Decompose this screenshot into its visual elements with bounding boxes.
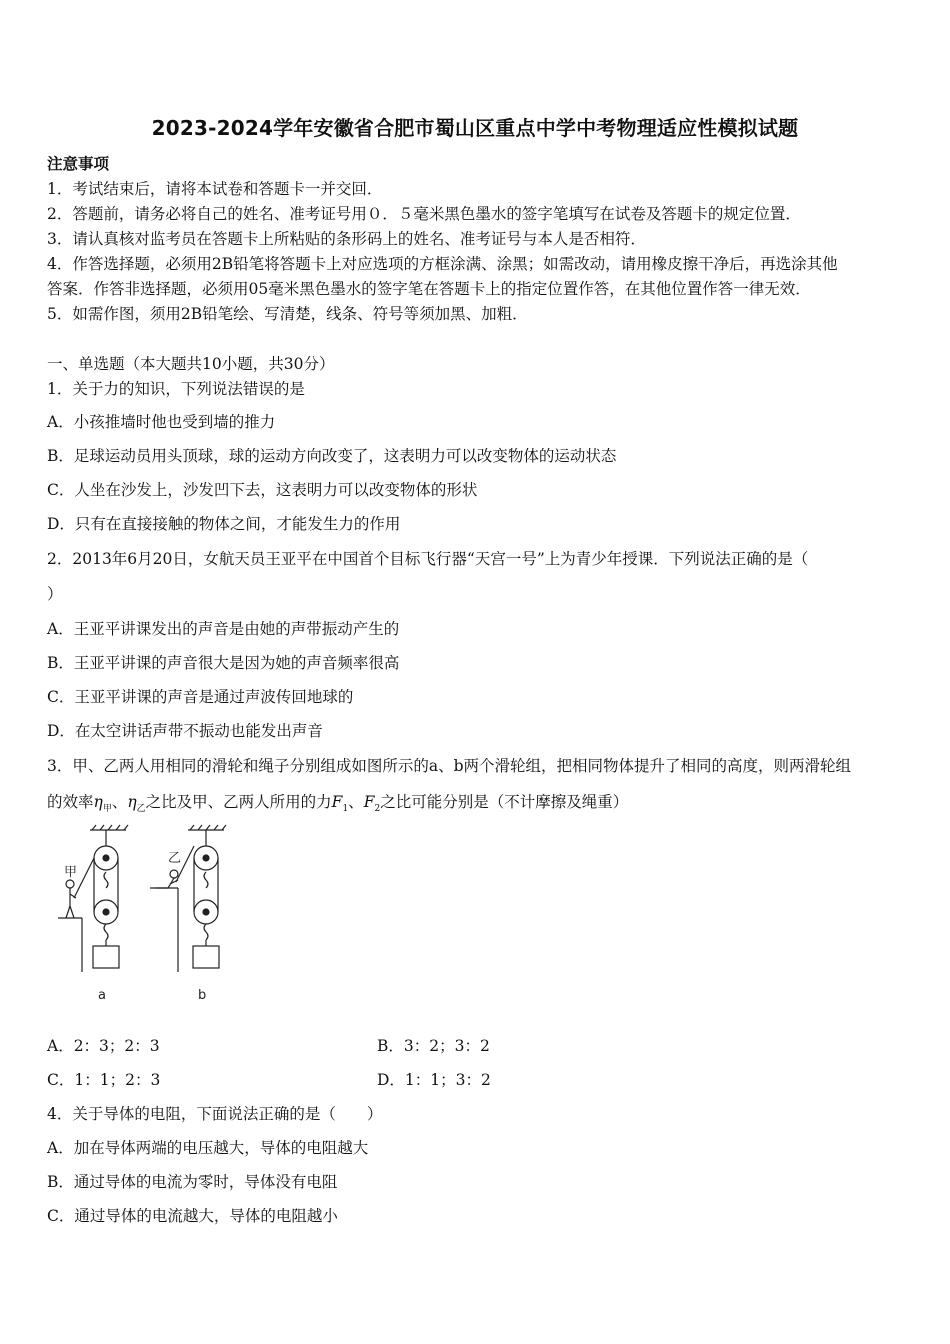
person-head-b	[170, 870, 178, 878]
hatch	[222, 825, 226, 830]
question-3-option-b: B．3：2；3：2	[377, 1037, 490, 1055]
question-1-stem: 1．关于力的知识，下列说法错误的是	[47, 380, 305, 398]
notice-item: 2．答题前，请务必将自己的姓名、准考证号用０．５毫米黑色墨水的签字笔填写在试卷及答题卡的规定位置．	[47, 205, 801, 223]
hook	[104, 872, 108, 888]
person-label-a: 甲	[64, 865, 78, 880]
notice-item: 4．作答选择题，必须用2B铅笔将答题卡上对应选项的方框涂满、涂黑；如需改动，请用橡皮擦干净后，再选涂其他	[47, 255, 838, 273]
subscript-2: 2	[374, 804, 381, 815]
question-2-stem: 2．2013年6月20日，女航天员王亚平在中国首个目标飞行器“天宫一号”上为青少年授课．下列说法正确的是（	[47, 550, 809, 568]
question-2-option-a: A．王亚平讲课发出的声音是由她的声带振动产生的	[47, 620, 400, 638]
question-4-option-c: C．通过导体的电流越大，导体的电阻越小	[47, 1207, 338, 1225]
pulley-figure	[50, 822, 230, 1008]
hook	[104, 924, 108, 940]
figure-label-b: b	[198, 988, 207, 1003]
hatch	[116, 825, 120, 830]
eta-symbol: η	[93, 793, 103, 811]
pulley-axle	[203, 909, 209, 915]
stem-text: 之比可能分别是（不计摩擦及绳重）	[380, 793, 629, 811]
hatch	[198, 825, 202, 830]
pulley-axle	[103, 909, 109, 915]
separator: 、	[111, 793, 128, 811]
subscript-1: 1	[342, 804, 349, 815]
notice-heading: 注意事项	[47, 154, 110, 173]
question-1-option-a: A．小孩推墙时他也受到墙的推力	[47, 413, 276, 431]
question-4-option-a: A．加在导体两端的电压越大，导体的电阻越大	[47, 1139, 369, 1157]
subscript-yi: 乙	[136, 804, 146, 815]
person-label-b: 乙	[168, 851, 182, 866]
eta-symbol: η	[127, 793, 137, 811]
hatch	[100, 825, 104, 830]
load-box-b	[193, 946, 219, 968]
subscript-jia: 甲	[102, 804, 112, 815]
person-leg-a	[66, 906, 70, 918]
pulley-axle	[103, 855, 109, 861]
question-2-stem-end: ）	[47, 585, 63, 603]
hatch	[206, 825, 210, 830]
person-leg-a	[70, 906, 74, 918]
stem-text: 的效率	[47, 793, 94, 811]
question-1-option-c: C．人坐在沙发上，沙发凹下去，这表明力可以改变物体的形状	[47, 481, 478, 499]
question-3-option-d: D．1：1；3：2	[377, 1071, 491, 1089]
hatch	[108, 825, 112, 830]
question-3-stem-continued	[47, 790, 628, 814]
separator: 、	[348, 793, 364, 811]
question-1-option-d: D．只有在直接接触的物体之间，才能发生力的作用	[47, 515, 401, 533]
question-1-option-b: B．足球运动员用头顶球，球的运动方向改变了，这表明力可以改变物体的运动状态	[47, 447, 617, 465]
question-2-option-b: B．王亚平讲课的声音很大是因为她的声音频率很高	[47, 654, 400, 672]
notice-item: 3．请认真核对监考员在答题卡上所粘贴的条形码上的姓名、准考证号与本人是否相符．	[47, 230, 646, 248]
force-symbol: F	[331, 793, 343, 811]
page-title: 2023-2024学年安徽省合肥市蜀山区重点中学中考物理适应性模拟试题	[151, 116, 799, 140]
notice-item: 答案．作答非选择题，必须用05毫米黑色墨水的签字笔在答题卡上的指定位置作答，在其他位置作答一律无效．	[47, 280, 811, 298]
hatch	[190, 825, 194, 830]
force-symbol: F	[363, 793, 375, 811]
hatch	[124, 825, 128, 830]
hook	[204, 924, 208, 940]
question-3-option-c: C．1：1；2：3	[47, 1071, 161, 1089]
question-4-stem: 4．关于导体的电阻，下面说法正确的是（ ）	[47, 1105, 383, 1123]
section-heading: 一、单选题（本大题共10小题，共30分）	[47, 355, 335, 373]
hatch	[92, 825, 96, 830]
figure-label-a: a	[98, 988, 106, 1003]
question-3-option-a: A．2：3；2：3	[47, 1037, 160, 1055]
notice-item: 5．如需作图，须用2B铅笔绘、写清楚，线条、符号等须加黑、加粗．	[47, 305, 528, 323]
hatch	[214, 825, 218, 830]
question-4-option-b: B．通过导体的电流为零时，导体没有电阻	[47, 1173, 338, 1191]
question-2-option-d: D．在太空讲话声带不振动也能发出声音	[47, 722, 323, 740]
load-box-a	[93, 946, 119, 968]
notice-item: 1．考试结束后，请将本试卷和答题卡一并交回．	[47, 180, 383, 198]
pulley-axle	[203, 855, 209, 861]
hook	[204, 872, 208, 888]
question-2-option-c: C．王亚平讲课的声音是通过声波传回地球的	[47, 688, 354, 706]
question-3-stem: 3．甲、乙两人用相同的滑轮和绳子分别组成如图所示的a、b两个滑轮组，把相同物体提升了相同的高度，则两滑轮组	[47, 757, 852, 775]
stem-text: 之比及甲、乙两人所用的力	[145, 793, 332, 811]
person-head-a	[66, 880, 74, 888]
